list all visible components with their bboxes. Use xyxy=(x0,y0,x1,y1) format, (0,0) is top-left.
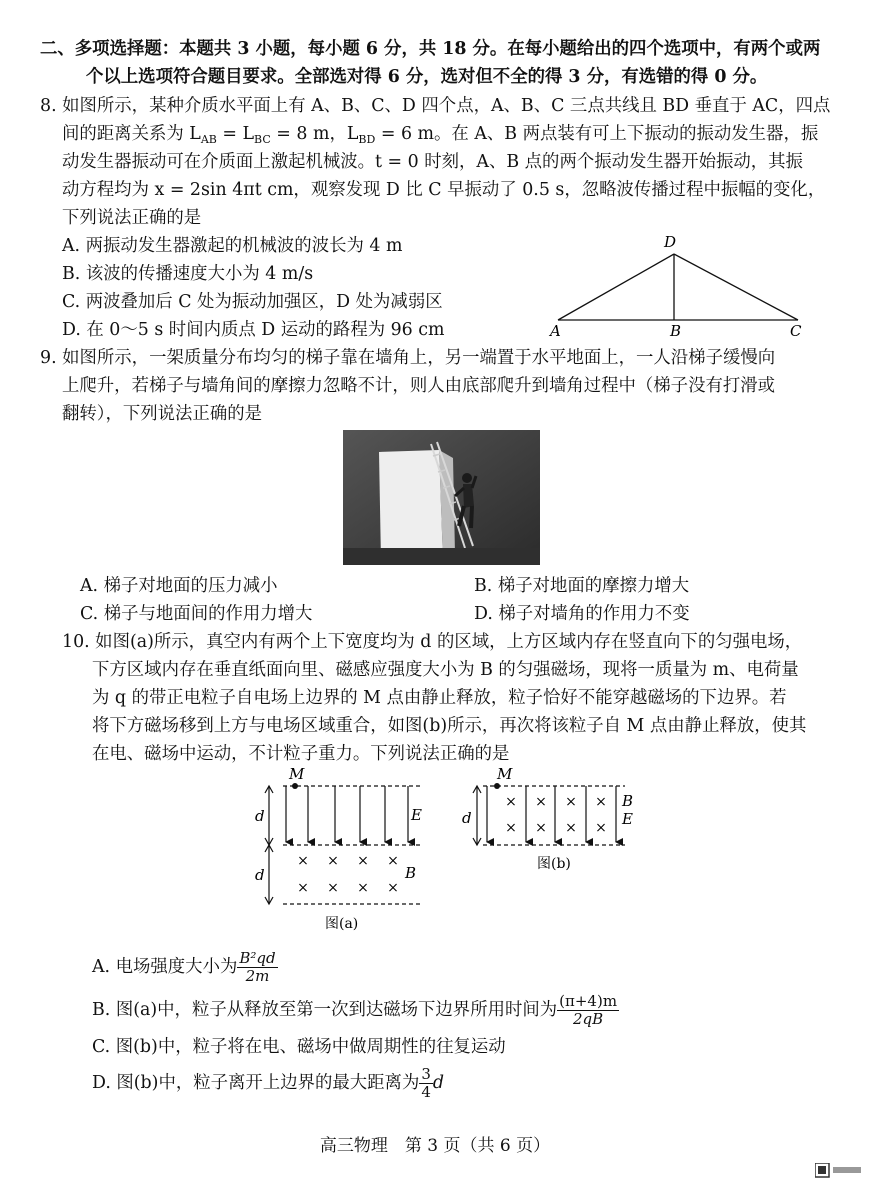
field-cross: × xyxy=(327,880,339,896)
q10-option-a[interactable]: A. 电场强度大小为 $\frac{\text{B²qd}}{2m}$ xyxy=(92,949,276,985)
field-cross: × xyxy=(565,794,577,810)
q10-option-b[interactable]: B. 图(a)中，粒子从释放至第一次到达磁场下边界所用时间为 $\frac{(\pi+4)m}{2qB}$ xyxy=(92,992,618,1028)
label-d-top: d xyxy=(255,807,265,825)
q9-line1: 9. 如图所示，一架质量分布均匀的梯子靠在墙角上，另一端置于水平地面上，一人沿梯子缓慢向 xyxy=(40,348,776,368)
label-point-c: C xyxy=(790,322,802,340)
field-cross: × xyxy=(297,853,309,869)
label-m: M xyxy=(497,765,513,783)
q9-option-d[interactable]: D. 梯子对墙角的作用力不变 xyxy=(474,604,690,624)
q10-line1: 10. 如图(a)所示，真空内有两个上下宽度均为 d 的区域，上方区域内存在竖直向下的匀强电场， xyxy=(62,632,803,652)
q8-line2: 间的距离关系为 $L_{AB} = L_{BC} = 8$ m，$L_{BD} = 6$ m。在 A、B 两点装有可上下振动的振动发生器，振 xyxy=(62,124,819,146)
caption-fig-a: 图(a) xyxy=(325,916,359,932)
label-d: d xyxy=(462,809,472,827)
q10-line4: 将下方磁场移到上方与电场区域重合，如图(b)所示，再次将该粒子自 M 点由静止释放，使其 xyxy=(92,716,807,736)
q8-line4: 动方程均为 x = 2sin 4πt cm，观察发现 D 比 C 早振动了 0.5 s，忽略波传播过程中振幅的变化， xyxy=(62,180,826,200)
field-cross: × xyxy=(535,820,547,836)
q9-option-b[interactable]: B. 梯子对地面的摩擦力增大 xyxy=(474,576,690,596)
q9-option-c[interactable]: C. 梯子与地面间的作用力增大 xyxy=(80,604,313,624)
label-point-b: B xyxy=(670,322,682,340)
q10-line5: 在电、磁场中运动，不计粒子重力。下列说法正确的是 xyxy=(92,744,510,764)
field-cross: × xyxy=(535,794,547,810)
field-cross: × xyxy=(387,880,399,896)
field-cross: × xyxy=(357,853,369,869)
q8-option-c[interactable]: C. 两波叠加后 C 处为振动加强区，D 处为减弱区 xyxy=(62,292,443,312)
q8-line3: 动发生器振动可在介质面上激起机械波。t = 0 时刻，A、B 点的两个振动发生器开始振动，其振 xyxy=(62,152,803,172)
label-point-d: D xyxy=(664,233,677,251)
q9-line2: 上爬升，若梯子与墙角间的摩擦力忽略不计，则人由底部爬升到墙角过程中（梯子没有打滑或 xyxy=(62,376,776,396)
corner-qr-logo xyxy=(815,1163,863,1179)
q10-option-c[interactable]: C. 图(b)中，粒子将在电、磁场中做周期性的往复运动 xyxy=(92,1037,506,1057)
label-b: B xyxy=(405,864,417,882)
q10-option-d[interactable]: D. 图(b)中，粒子离开上边界的最大距离为 $\frac{3}{4}$ d xyxy=(92,1065,445,1101)
field-cross: × xyxy=(505,820,517,836)
section-header-line1: 二、多项选择题：本题共 3 小题，每小题 6 分，共 18 分。在每小题给出的四个选项中，有两个或两 xyxy=(40,39,821,59)
field-cross: × xyxy=(327,853,339,869)
q10-line2: 下方区域内存在垂直纸面向里、磁感应强度大小为 B 的匀强磁场，现将一质量为 m、电荷量 xyxy=(92,660,799,680)
label-m: M xyxy=(289,765,305,783)
label-e: E xyxy=(411,806,422,824)
field-cross: × xyxy=(357,880,369,896)
q8-line5: 下列说法正确的是 xyxy=(62,208,202,228)
q10-figure-b xyxy=(455,764,645,876)
q10-figure-a xyxy=(245,764,445,936)
ladder-photo xyxy=(343,430,540,565)
q8-triangle-figure xyxy=(540,230,810,345)
field-cross: × xyxy=(595,794,607,810)
field-cross: × xyxy=(505,794,517,810)
page-footer: 高三物理 第 3 页（共 6 页） xyxy=(319,1136,551,1156)
label-point-a: A xyxy=(550,322,561,340)
q8-option-a[interactable]: A. 两振动发生器激起的机械波的波长为 4 m xyxy=(62,236,403,256)
q9-option-a[interactable]: A. 梯子对地面的压力减小 xyxy=(80,576,278,596)
label-d-bottom: d xyxy=(255,866,265,884)
field-cross: × xyxy=(565,820,577,836)
section-header-line2: 个以上选项符合题目要求。全部选对得 6 分，选对但不全的得 3 分，有选错的得 0 分。 xyxy=(86,67,768,87)
q9-line3: 翻转），下列说法正确的是 xyxy=(62,404,262,424)
q10-line3: 为 q 的带正电粒子自电场上边界的 M 点由静止释放，粒子恰好不能穿越磁场的下边界。若 xyxy=(92,688,787,708)
q8-option-b[interactable]: B. 该波的传播速度大小为 4 m/s xyxy=(62,264,314,284)
q8-line1: 8. 如图所示，某种介质水平面上有 A、B、C、D 四个点，A、B、C 三点共线且 BD 垂直于 AC，四点 xyxy=(40,96,831,116)
label-e: E xyxy=(622,810,633,828)
label-b: B xyxy=(622,792,634,810)
caption-fig-b: 图(b) xyxy=(537,856,571,872)
q8-option-d[interactable]: D. 在 0～5 s 时间内质点 D 运动的路程为 96 cm xyxy=(62,320,445,340)
field-cross: × xyxy=(387,853,399,869)
field-cross: × xyxy=(595,820,607,836)
field-cross: × xyxy=(297,880,309,896)
